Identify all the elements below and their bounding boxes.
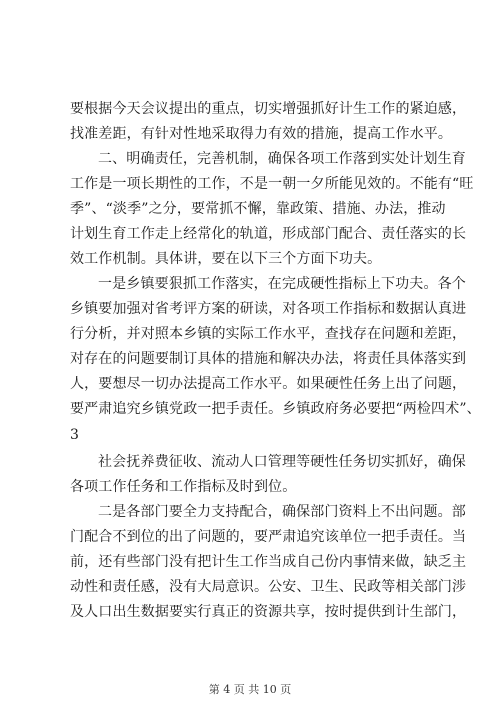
- body-line: 动性和责任感，没有大局意识。公安、卫生、民政等相关部门涉: [70, 579, 467, 595]
- body-line: 前，还有些部门没有把计生工作当成自己份内事情来做，缺乏主: [70, 554, 467, 570]
- body-line: 社会抚养费征收、流动人口管理等硬性任务切实抓好，确保: [98, 454, 466, 470]
- body-line: 效工作机制。具体讲，要在以下三个方面下功夫。: [70, 251, 382, 267]
- body-line: 季”、“淡季”之分，要常抓不懈，靠政策、措施、办法，推动: [70, 201, 446, 217]
- body-line: 各项工作任务和工作指标及时到位。: [70, 479, 297, 495]
- body-line: 计划生育工作走上经常化的轨道，形成部门配合、责任落实的长: [70, 226, 467, 242]
- body-line: 要严肃追究乡镇党政一把手责任。乡镇政府务必要把“两检四术”、: [70, 401, 481, 417]
- body-line: 门配合不到位的出了问题的，要严肃追究该单位一把手责任。当: [70, 529, 467, 545]
- body-line: 及人口出生数据要实行真正的资源共享，按时提供到计生部门，: [70, 604, 467, 620]
- body-line: 找准差距，有针对性地采取得力有效的措施，提高工作水平。: [70, 126, 453, 142]
- page-footer: 第 4 页 共 10 页: [208, 683, 292, 696]
- body-line: 对存在的问题要制订具体的措施和解决办法，将责任具体落实到: [70, 351, 467, 367]
- body-line: 工作是一项长期性的工作，不是一朝一夕所能见效的。不能有“旺: [70, 176, 474, 192]
- inline-page-number: 3: [70, 427, 79, 443]
- body-line: 人，要想尽一切办法提高工作水平。如果硬性任务上出了问题，: [70, 376, 467, 392]
- paragraph-start-line: 二是各部门要全力支持配合，确保部门资料上不出问题。部: [98, 504, 466, 520]
- body-line: 行分析，并对照本乡镇的实际工作水平，查找存在问题和差距，: [70, 326, 467, 342]
- section-heading-line: 二、明确责任，完善机制，确保各项工作落到实处计划生育: [98, 151, 466, 167]
- body-line: 要根据今天会议提出的重点，切实增强抓好计生工作的紧迫感，: [70, 101, 467, 117]
- paragraph-start-line: 一是乡镇要狠抓工作落实，在完成硬性指标上下功夫。各个: [98, 276, 466, 292]
- body-line: 乡镇要加强对省考评方案的研读，对各项工作指标和数据认真进: [70, 301, 467, 317]
